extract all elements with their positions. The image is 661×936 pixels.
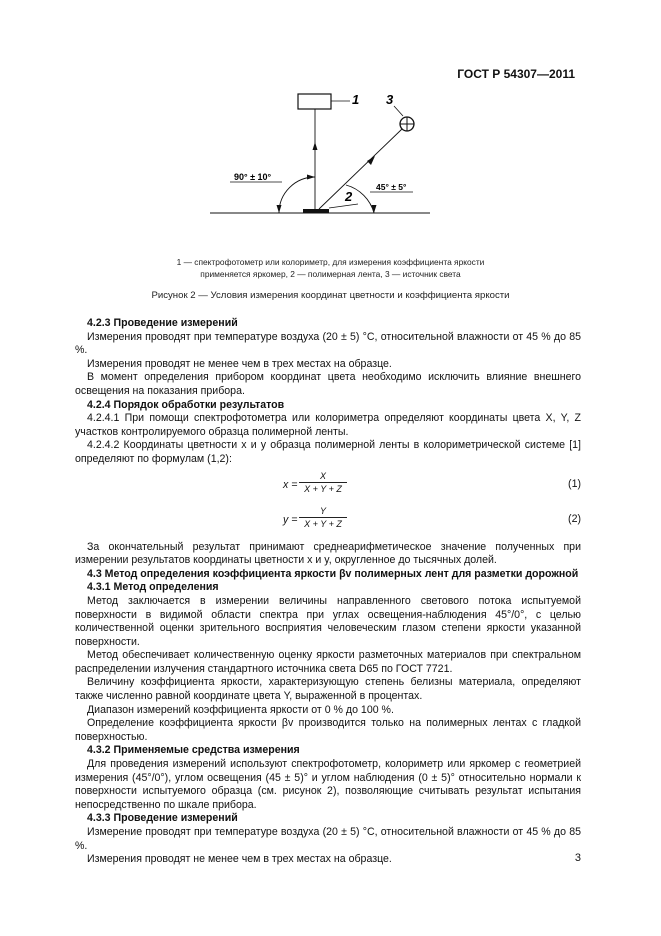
figure-legend-line-2: применяется яркомер, 2 — полимерная лента, 3 — источник света [200,269,461,279]
formula-2-number: (2) [568,512,581,525]
left-angle-arc [279,177,315,213]
section-4-3-1-p4: Диапазон измерений коэффициента яркости от 0 % до 100 %. [87,703,394,716]
formula-1-fraction [299,470,347,495]
section-4-2-4-p1: 4.2.4.1 При помощи спектрофотометра или колориметра определяют координаты цвета X, Y, Z участков контролируемого образца полимерной ленты. [75,412,581,438]
label-2-leader [329,204,358,208]
light-beam [319,129,402,209]
formula-2-denominator: X + Y + Z [304,518,342,529]
formula-1-lhs: x = [283,478,298,491]
figure-legend-line-1: 1 — спектрофотометр или колориметр, для измерения коэффициента яркости [176,257,485,267]
formula-1-numerator: X [299,470,347,483]
section-4-2-3-p2: Измерения проводят не менее чем в трех местах на образце. [87,357,392,370]
vertical-arrow [313,142,318,150]
section-4-3-2-title: 4.3.2 Применяемые средства измерения [87,744,300,757]
standard-header: ГОСТ Р 54307—2011 [457,67,575,81]
section-4-2-3-title: 4.2.3 Проведение измерений [87,317,238,329]
label-1: 1 [352,92,360,107]
label-3-leader [394,106,403,116]
section-4-3-3-title: 4.3.3 Проведение измерений [87,812,238,825]
light-arrow [367,156,375,165]
left-angle-label: 90° ± 10° [234,172,272,182]
section-4-3-title: 4.3 Метод определения коэффициента яркости βv полимерных лент для разметки дорожной [87,567,579,580]
formula-1-number: (1) [568,477,581,490]
formula-1-denominator: X + Y + Z [304,483,342,494]
page-number: 3 [574,852,581,864]
measurement-diagram [200,84,440,224]
section-4-2-4-p2: 4.2.4.2 Координаты цветности x и y образца полимерной ленты в колориметрической системе [1] определяют по формулам (1,2): [75,439,581,465]
section-4-3-1-p5: Определение коэффициента яркости βv производится только на полимерных лентах с гладкой поверхностью. [75,717,581,743]
document-body [75,317,581,867]
section-4-2-4-p3: За окончательный результат принимают среднеарифметическое значение полученных при измерении результатов координаты цветности x и y, округленное до тысячных долей. [75,540,581,567]
section-4-3-1-p2: Метод обеспечивает количественную оценку яркости разметочных материалов при спектральном распределении излучения стандартного источника света D65 по ГОСТ 7721. [75,649,581,675]
formula-2 [75,505,581,537]
section-4-3-1-p3: Величину коэффициента яркости, характеризующую степень белизны материала, определяют также численно равной координате цвета Y, выраженной в процентах. [75,676,581,703]
section-4-3-1-title: 4.3.1 Метод определения [87,581,219,594]
section-4-2-4-title: 4.2.4 Порядок обработки результатов [87,398,285,411]
formula-2-numerator: Y [299,505,347,518]
section-4-3-1-p1: Метод заключается в измерении величины направленного светового потока испытуемой поверхности в видимой области спектра при углах освещения-наблюдения 45°/0°, с целью количественной оценки зрительного восприятия человеческим глазом степени яркости указанной поверхности. [75,594,581,648]
polymer-tape [303,209,329,213]
figure-legend [110,256,551,280]
section-4-2-3-p3: В момент определения прибором координат цвета необходимо исключить влияние внешнего освещения на показания прибора. [75,371,581,397]
section-4-2-3-p1: Измерения проводят при температуре воздуха (20 ± 5) °С, относительной влажности от 45 % до 85 %. [75,330,581,357]
figure-caption: Рисунок 2 — Условия измерения координат цветности и коэффициента яркости [151,290,510,301]
label-3: 3 [386,92,394,107]
formula-2-lhs: y = [283,513,298,526]
section-4-3-3-p2: Измерения проводят не менее чем в трех местах на образце. [87,853,392,866]
formula-2-fraction [299,505,347,530]
right-angle-label: 45° ± 5° [376,182,407,192]
section-4-3-3-p1: Измерение проводят при температуре воздуха (20 ± 5) °С, относительной влажности от 45 % до 85 %. [75,826,581,852]
formula-1 [75,470,581,502]
spectrophotometer-box [298,94,331,109]
section-4-3-2-p1: Для проведения измерений используют спектрофотометр, колориметр или яркомер с геометрией измерения (45°/0°), углом освещения (45 ± 5)° и углом наблюдения (0 ± 5)° относительно нормали к поверхности испытуемого образца (см. рисунок 2), позволяющие считывать результат испытания непосредственно по шкале прибора. [75,758,581,811]
label-2: 2 [345,189,353,204]
